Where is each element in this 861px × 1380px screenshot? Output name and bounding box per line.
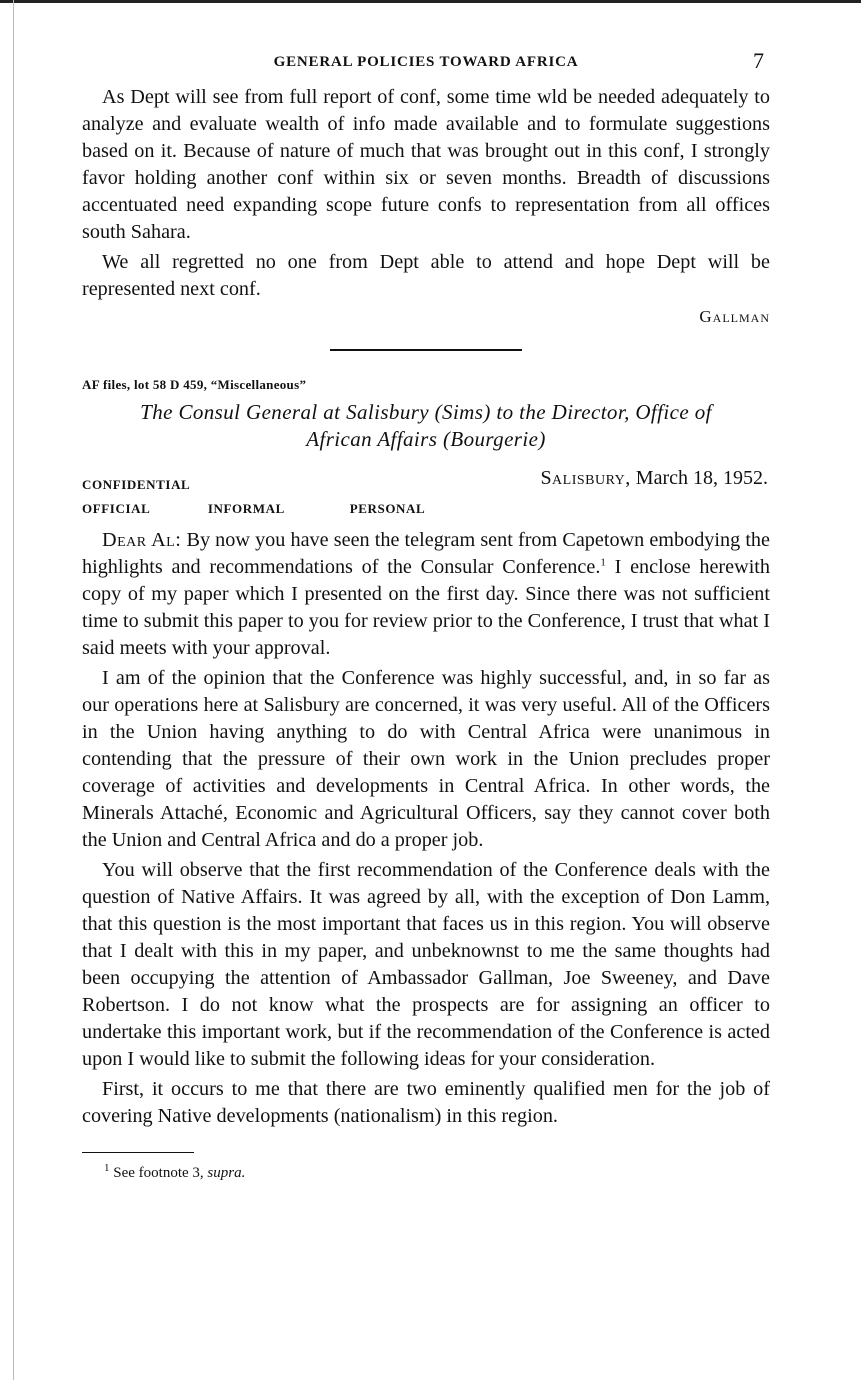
salutation: Dear Al: (102, 529, 182, 551)
document-title (82, 399, 770, 453)
classification-personal: PERSONAL (349, 501, 426, 516)
letter-paragraph-2: I am of the opinion that the Conference was highly successful, and, in so far as our operations here at Salisbury are concerned, it was very useful. All of the Officers in the Union having anything to do with Central Africa were unanimous in contending that the pressure of their own work in the Union precludes proper coverage of activities and developments in Central Africa. In other words, the Minerals Attaché, Economic and Agricultural Officers, say they cannot cover both the Union and Central Africa and do a proper job. (82, 667, 770, 851)
footnote-text: See footnote 3, (109, 1165, 208, 1181)
page-content (82, 44, 770, 1182)
footnote-reference: 1 (600, 556, 606, 569)
dateline-date: March 18, 1952. (630, 467, 768, 489)
letter-paragraph-1-text-b: I enclose herewith copy of my paper which I presented on the first day. Since there was not sufficient time to submit this paper to you for review prior to the Conference, I trust that what I said meets with your approval. (82, 556, 771, 659)
classification-confidential: CONFIDENTIAL (82, 477, 191, 492)
classification-official: OFFICIAL (82, 501, 151, 516)
classification-row (82, 501, 770, 521)
letter-paragraph-3: You will observe that the first recommendation of the Conference deals with the question of Native Affairs. It was agreed by all, with the exception of Don Lamm, that this question is the most important that faces us in this region. You will observe that I dealt with this in my paper, and unbeknownst to me the same thoughts had been occupying the attention of Ambassador Gallman, Joe Sweeney, and Dave Robertson. I do not know what the prospects are for assigning an officer to undertake this important work, but if the recommendation of the Conference is acted upon I would like to submit the following ideas for your consideration. (82, 859, 770, 1070)
dateline (540, 467, 768, 490)
letter-paragraph-1 (82, 527, 770, 662)
letter-paragraph-1-text-a: By now you have seen the telegram sent from Capetown embodying the highlights and recommendations of the Consular Conference. (82, 529, 770, 578)
page-number: 7 (753, 48, 764, 73)
meta-row (82, 467, 770, 497)
running-head (82, 44, 770, 84)
document-title-line-2: African Affairs (Bourgerie) (306, 427, 546, 451)
section-divider (330, 349, 522, 351)
letter-paragraph-4: First, it occurs to me that there are two eminently qualified men for the job of covering Native developments (nationalism) in this region. (82, 1078, 770, 1127)
footnote-emphasis: supra. (207, 1165, 246, 1181)
footnote (82, 1162, 770, 1182)
classification-informal: INFORMAL (207, 501, 285, 516)
document-title-line-1: The Consul General at Salisbury (Sims) to the Director, Office of (140, 400, 712, 424)
signature: Gallman (699, 307, 770, 326)
source-citation: AF files, lot 58 D 459, “Miscellaneous” (82, 377, 307, 392)
dateline-place: Salisbury, (540, 467, 631, 489)
footnote-marker: 1 (104, 1162, 110, 1174)
page-edge-line (13, 0, 14, 1380)
footnote-rule (82, 1152, 194, 1153)
top-border-rule (0, 0, 861, 3)
prev-doc-paragraph-2: We all regretted no one from Dept able to attend and hope Dept will be represented next conf. (82, 251, 770, 300)
running-title: GENERAL POLICIES TOWARD AFRICA (273, 54, 579, 70)
prev-doc-paragraph-1: As Dept will see from full report of conf, some time wld be needed adequately to analyze and evaluate wealth of info made available and to formulate suggestions based on it. Because of nature of much that was brought out in this conf, I strongly favor holding another conf within six or seven months. Breadth of discussions accentuated need expanding scope future confs to representation from all offices south Sahara. (82, 86, 770, 243)
